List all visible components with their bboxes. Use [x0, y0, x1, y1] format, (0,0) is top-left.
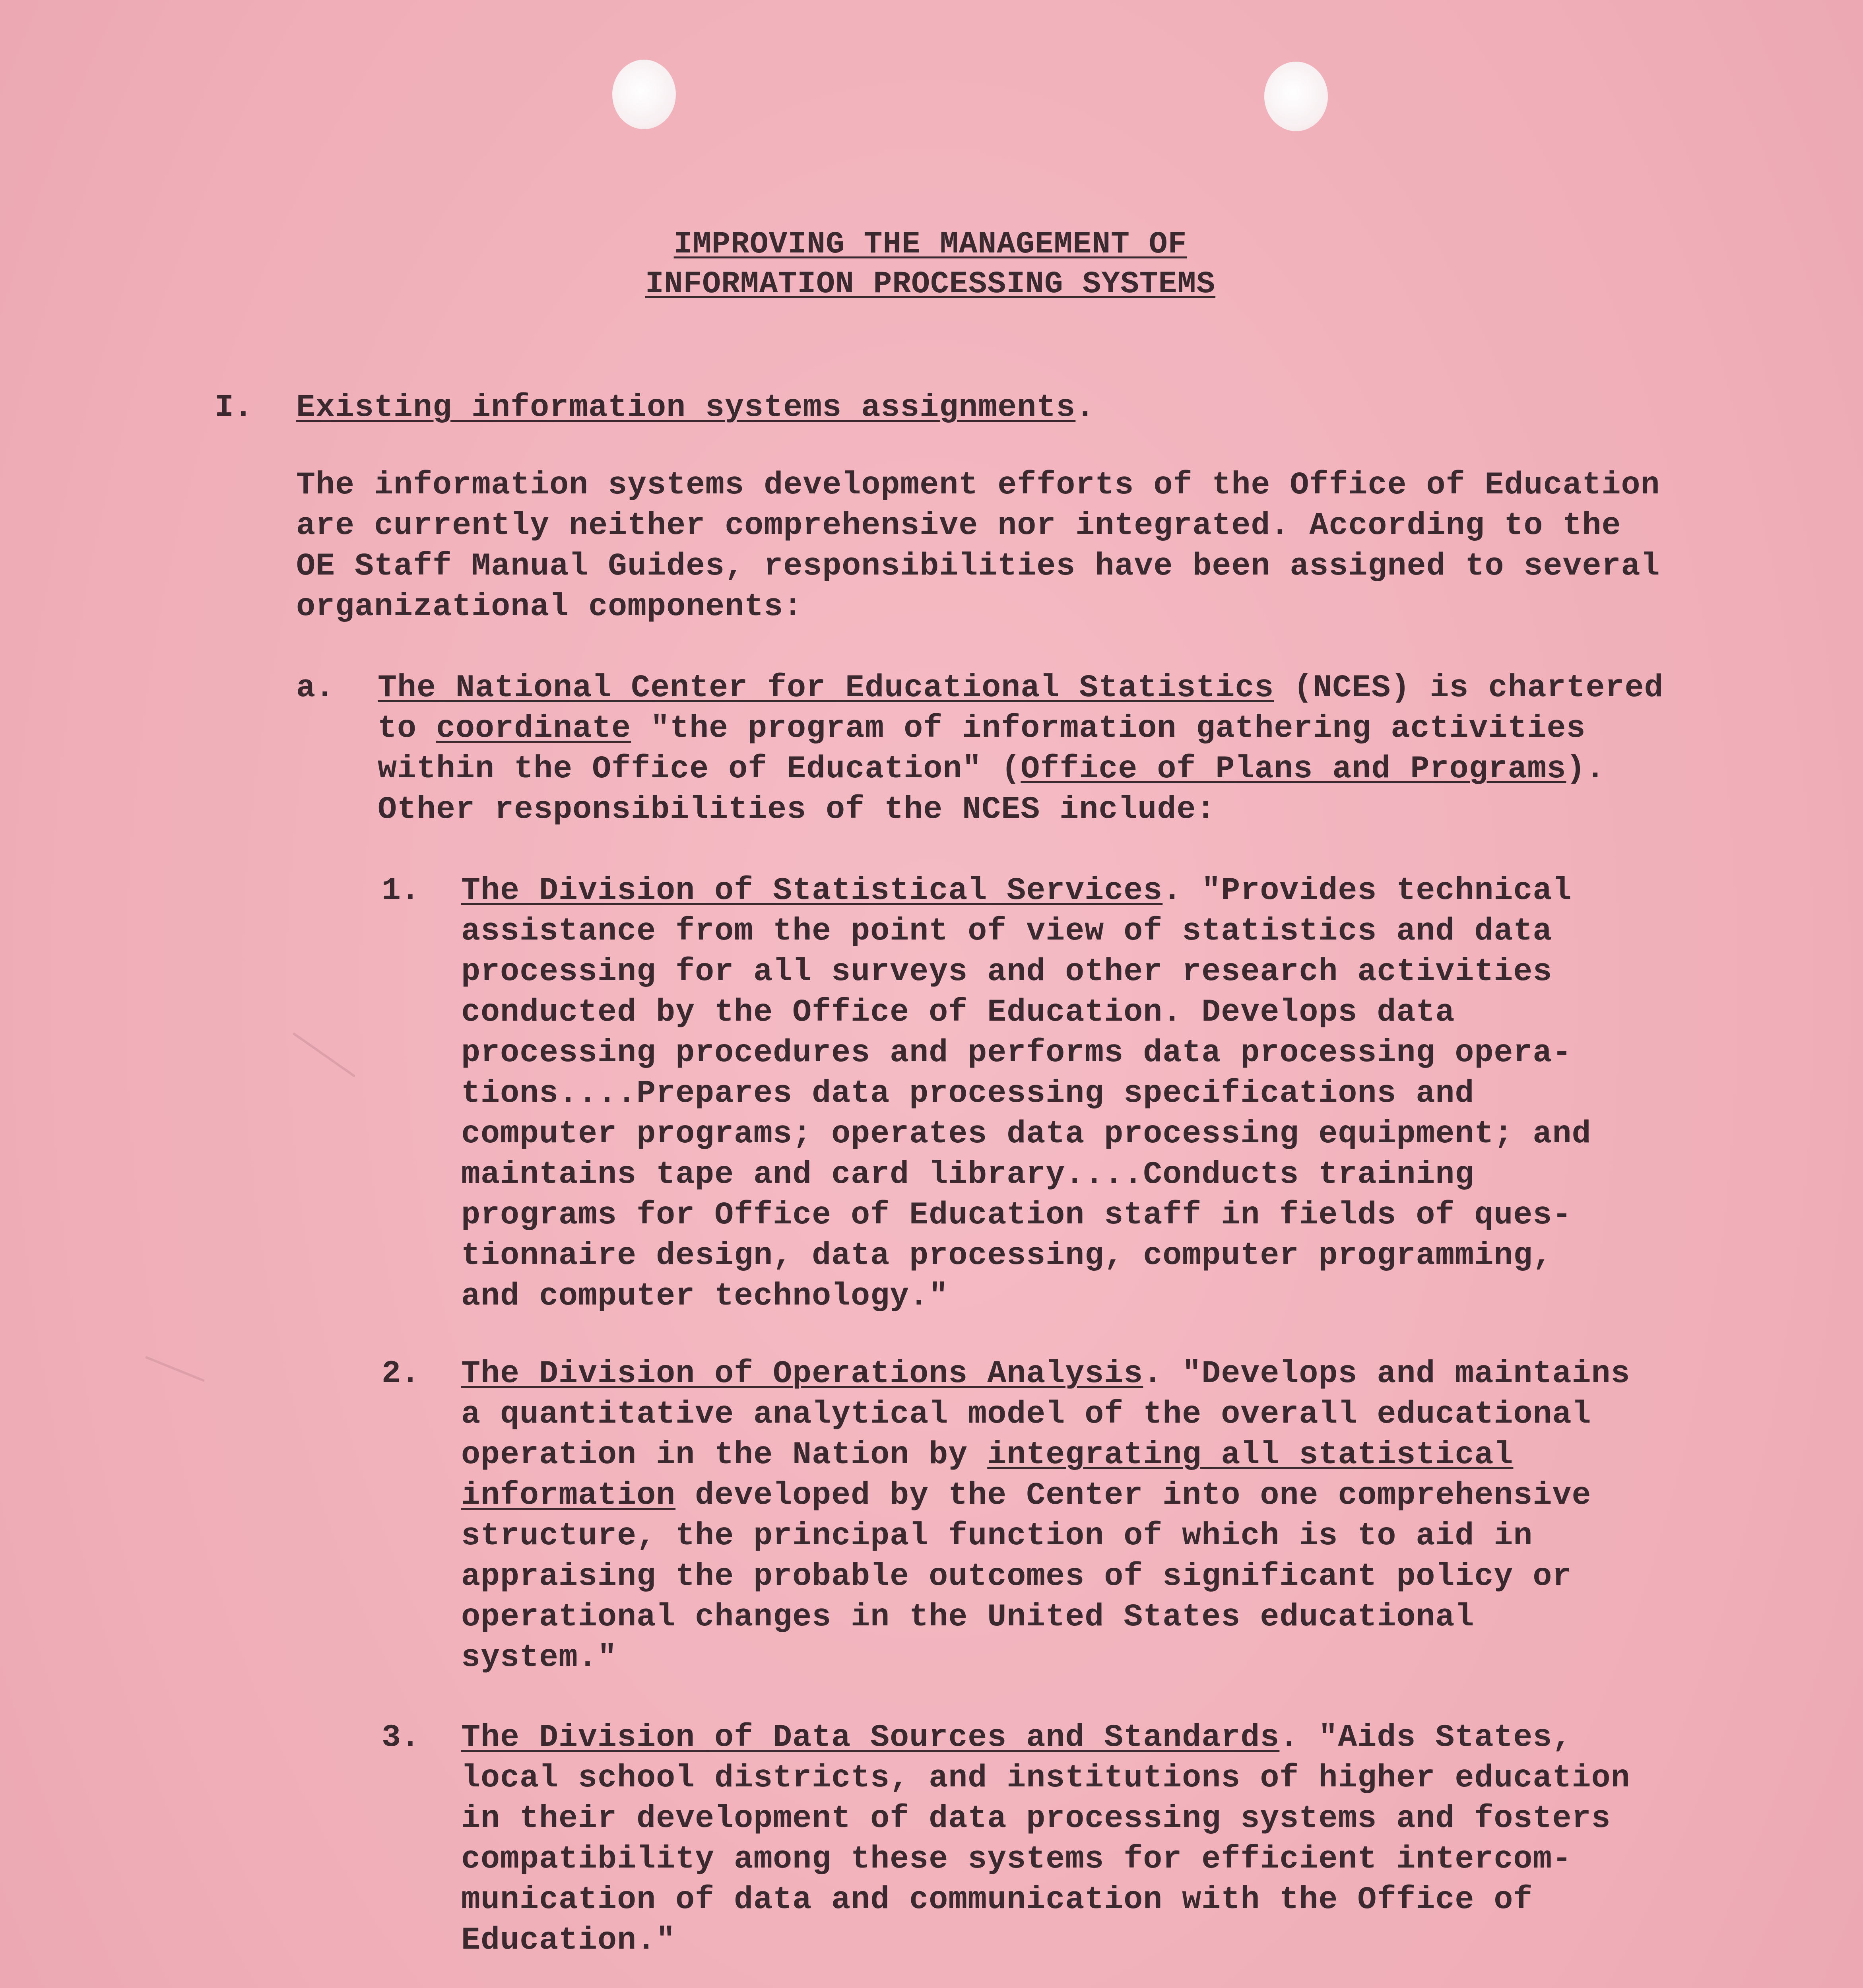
punch-hole-left — [612, 60, 676, 129]
title-line-1: IMPROVING THE MANAGEMENT OF — [673, 227, 1187, 262]
operations-analysis-heading: The Division of Operations Analysis — [461, 1356, 1143, 1392]
item-a-text: (NCES) is chartered — [1274, 670, 1664, 706]
sub-item-1-text: . "Provides technical — [1162, 873, 1572, 909]
office-of-plans: Office of Plans and Programs — [1021, 751, 1566, 787]
sub-item-2-line: operational changes in the United States educational — [461, 1599, 1475, 1635]
integrating-phrase: integrating all statistical — [987, 1437, 1514, 1473]
item-a-marker: a. — [296, 670, 335, 706]
document-title — [632, 264, 1228, 304]
sub-item-2-text: developed by the Center into one comprehensive — [675, 1477, 1591, 1514]
item-a-line: Other responsibilities of the NCES include: — [378, 792, 1216, 828]
item-a-line — [378, 749, 1664, 790]
sub-item-2-line — [461, 1475, 1630, 1516]
sub-item-2-line: system." — [461, 1640, 617, 1676]
stray-mark — [292, 1032, 355, 1077]
sub-item-2-text: . "Develops and maintains — [1143, 1356, 1630, 1392]
sub-item-1-line: programs for Office of Education staff in fields of ques- — [461, 1197, 1572, 1233]
sub-item-1-line: processing for all surveys and other research activities — [461, 954, 1552, 990]
sub-item-1-paragraph — [461, 871, 1591, 1317]
sub-item-1-line: tions....Prepares data processing specifications and — [461, 1076, 1475, 1112]
item-a-line — [378, 709, 1664, 749]
sub-item-2-line: appraising the probable outcomes of significant policy or — [461, 1559, 1572, 1595]
sub-item-3-line: compatibility among these systems for efficient intercom- — [461, 1841, 1572, 1877]
sub-item-1-line — [461, 871, 1591, 911]
sub-item-3-line — [461, 1718, 1630, 1758]
item-a-text: within the Office of Education" ( — [378, 751, 1021, 787]
sub-item-3-line: munication of data and communication with the Office of — [461, 1882, 1533, 1918]
sub-item-2-line — [461, 1354, 1630, 1394]
sub-item-2-line — [461, 1435, 1630, 1475]
item-a-text: to — [378, 711, 437, 747]
sub-item-3-line: Education." — [461, 1922, 676, 1959]
sub-item-2-line: structure, the principal function of which is to aid in — [461, 1518, 1533, 1554]
intro-paragraph — [296, 465, 1660, 627]
item-a-text: "the program of information gathering activities — [631, 711, 1586, 747]
intro-line: are currently neither comprehensive nor integrated. According to the — [296, 508, 1621, 544]
sub-item-2-marker: 2. — [382, 1356, 420, 1392]
sub-item-1-line: tionnaire design, data processing, computer programming, — [461, 1238, 1552, 1274]
document-title — [632, 225, 1228, 264]
sub-item-2-paragraph — [461, 1354, 1630, 1678]
sub-item-3-text: . "Aids States, — [1279, 1720, 1572, 1756]
title-line-2: INFORMATION PROCESSING SYSTEMS — [645, 267, 1216, 302]
sub-item-1-line: computer programs; operates data processing equipment; and — [461, 1116, 1591, 1152]
sub-item-1-marker: 1. — [382, 873, 420, 909]
intro-line: organizational components: — [296, 589, 803, 625]
information-word: information — [461, 1477, 676, 1514]
sub-item-2-line: a quantitative analytical model of the overall educational — [461, 1396, 1591, 1433]
sub-item-1-line: processing procedures and performs data processing opera- — [461, 1035, 1572, 1071]
sub-item-3-line: in their development of data processing systems and fosters — [461, 1801, 1611, 1837]
intro-line: The information systems development efforts of the Office of Education — [296, 467, 1660, 503]
sub-item-2-text: operation in the Nation by — [461, 1437, 988, 1473]
nces-name: The National Center for Educational Statistics — [378, 670, 1274, 706]
statistical-services-heading: The Division of Statistical Services — [461, 873, 1163, 909]
section-heading-period: . — [1075, 390, 1095, 426]
data-sources-heading: The Division of Data Sources and Standards — [461, 1720, 1280, 1756]
intro-line: OE Staff Manual Guides, responsibilities have been assigned to several — [296, 548, 1660, 584]
sub-item-1-line: conducted by the Office of Education. Develops data — [461, 994, 1455, 1031]
section-heading-text: Existing information systems assignments — [296, 390, 1076, 426]
sub-item-3-paragraph — [461, 1718, 1630, 1961]
sub-item-3-line: local school districts, and institutions of higher education — [461, 1760, 1630, 1796]
punch-hole-right — [1264, 62, 1328, 131]
sub-item-1-line: and computer technology." — [461, 1278, 949, 1314]
stray-mark — [145, 1356, 205, 1382]
item-a-text: ). — [1566, 751, 1605, 787]
sub-item-1-line: maintains tape and card library....Conducts training — [461, 1157, 1475, 1193]
sub-item-1-line: assistance from the point of view of statistics and data — [461, 913, 1552, 949]
sub-item-3-marker: 3. — [382, 1720, 420, 1756]
item-a-line — [378, 668, 1664, 709]
item-a-paragraph — [378, 668, 1664, 830]
section-numeral: I. — [215, 390, 253, 426]
section-heading — [296, 388, 1095, 428]
coordinate-word: coordinate — [436, 711, 631, 747]
